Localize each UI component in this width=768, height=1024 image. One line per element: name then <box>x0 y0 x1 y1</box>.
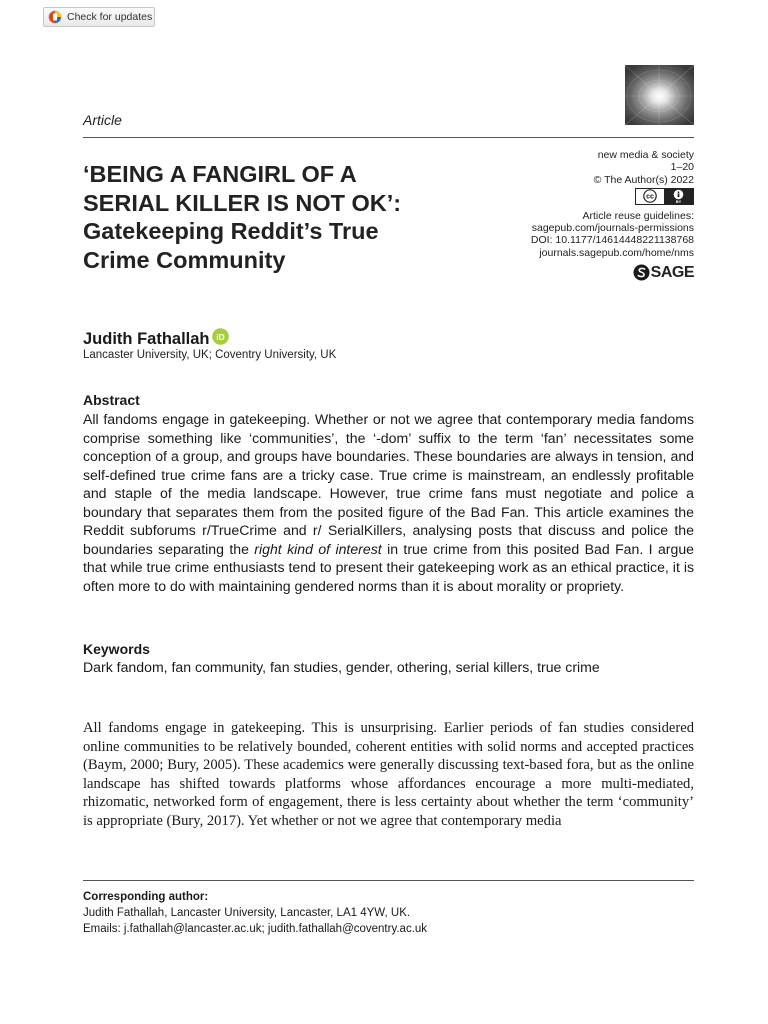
creative-commons-badge[interactable] <box>635 188 694 208</box>
title-line: Gatekeeping Reddit’s True <box>83 218 379 244</box>
license-left-text: cc <box>646 193 654 201</box>
abstract-text <box>83 410 694 595</box>
doi-link[interactable]: DOI: 10.1177/14614448221138768 <box>530 234 694 247</box>
abstract-emphasis: right kind of interest <box>254 540 382 557</box>
copyright-notice: © The Author(s) 2022 <box>593 173 694 186</box>
check-for-updates-label: Check for updates <box>67 11 153 23</box>
journal-cover-image <box>625 65 694 125</box>
orcid-icon[interactable] <box>212 328 229 350</box>
permissions-link[interactable]: sagepub.com/journals-permissions <box>531 222 694 235</box>
sage-logo <box>633 264 694 281</box>
body-paragraph: All fandoms engage in gatekeeping. This is unsurprising. Earlier periods of fan studies considered online communities to be relatively bounded, coherent entities with solid norms and accepted practices (Baym, 2000; Bury, 2005). These academics were generally discussing text-based fora, but as the online landscape has shifted towards platforms whose affordances encourage a more multi-mediated, rhizomatic, networked form of engagement, there is less certainty about whether the term ‘community’ is appropriate (Bury, 2017). Yet whether or not we agree that contemporary media <box>83 720 694 829</box>
title-line: Crime Community <box>83 246 286 273</box>
abstract-heading: Abstract <box>83 392 140 408</box>
crossmark-icon <box>48 10 62 24</box>
reuse-guidelines-label: Article reuse guidelines: <box>582 209 694 222</box>
title-line: SERIAL KILLER IS NOT OK’: <box>83 189 402 216</box>
article-title <box>83 160 503 274</box>
header-divider <box>83 137 694 138</box>
author-affiliation: Lancaster University, UK; Coventry University, UK <box>83 349 337 361</box>
article-type-label: Article <box>83 112 122 128</box>
abstract-text-part: All fandoms engage in gatekeeping. Whether or not we agree that contemporary media fandoms comprise something like ‘communities’, the ‘-dom’ suffix to the term ‘fan’ necessitates some conception of a group, and groups have boundaries. These boundaries are always in tension, and self-defined true crime fans are a tricky case. True crime is mainstream, an endlessly profitable and staple of the media landscape. However, true crime fans must negotiate and police a boundary that separates them from the posited figure of the Bad Fan. This article examines the Reddit subforums r/TrueCrime and r/ SerialKillers, analysing posts that discuss and police the boundaries separating the <box>83 411 694 557</box>
page-range: 1–20 <box>670 161 694 174</box>
license-right-text: BY <box>675 199 682 205</box>
journal-home-link[interactable]: journals.sagepub.com/home/nms <box>539 246 694 259</box>
svg-text:iD: iD <box>215 331 225 342</box>
corresponding-author-address: Judith Fathallah, Lancaster University, Lancaster, LA1 4YW, UK. <box>83 907 411 919</box>
author-name <box>83 328 229 350</box>
abstract-text-part: in true crime from this posited Bad Fan. I argue that while true crime enthusiasts tend to present their gatekeeping work as an ethical practice, it is often more to do with maintaining gendered norms than it is about morality or propriety. <box>83 540 694 594</box>
author-name-text: Judith Fathallah <box>83 329 210 348</box>
sage-mark-icon <box>633 264 650 281</box>
journal-metadata <box>531 149 694 285</box>
journal-name: new media & society <box>597 149 694 161</box>
check-for-updates-button[interactable] <box>43 7 155 27</box>
keywords-list: Dark fandom, fan community, fan studies, gender, othering, serial killers, true crime <box>83 659 600 675</box>
keywords-heading: Keywords <box>83 641 150 657</box>
corresponding-author-heading: Corresponding author: <box>83 891 209 903</box>
corresponding-author-emails[interactable]: Emails: j.fathallah@lancaster.ac.uk; judith.fathallah@coventry.ac.uk <box>83 923 428 935</box>
footer-divider <box>83 880 694 881</box>
sage-wordmark: SAGE <box>650 263 694 281</box>
title-line: ‘BEING A FANGIRL OF A <box>83 161 357 187</box>
